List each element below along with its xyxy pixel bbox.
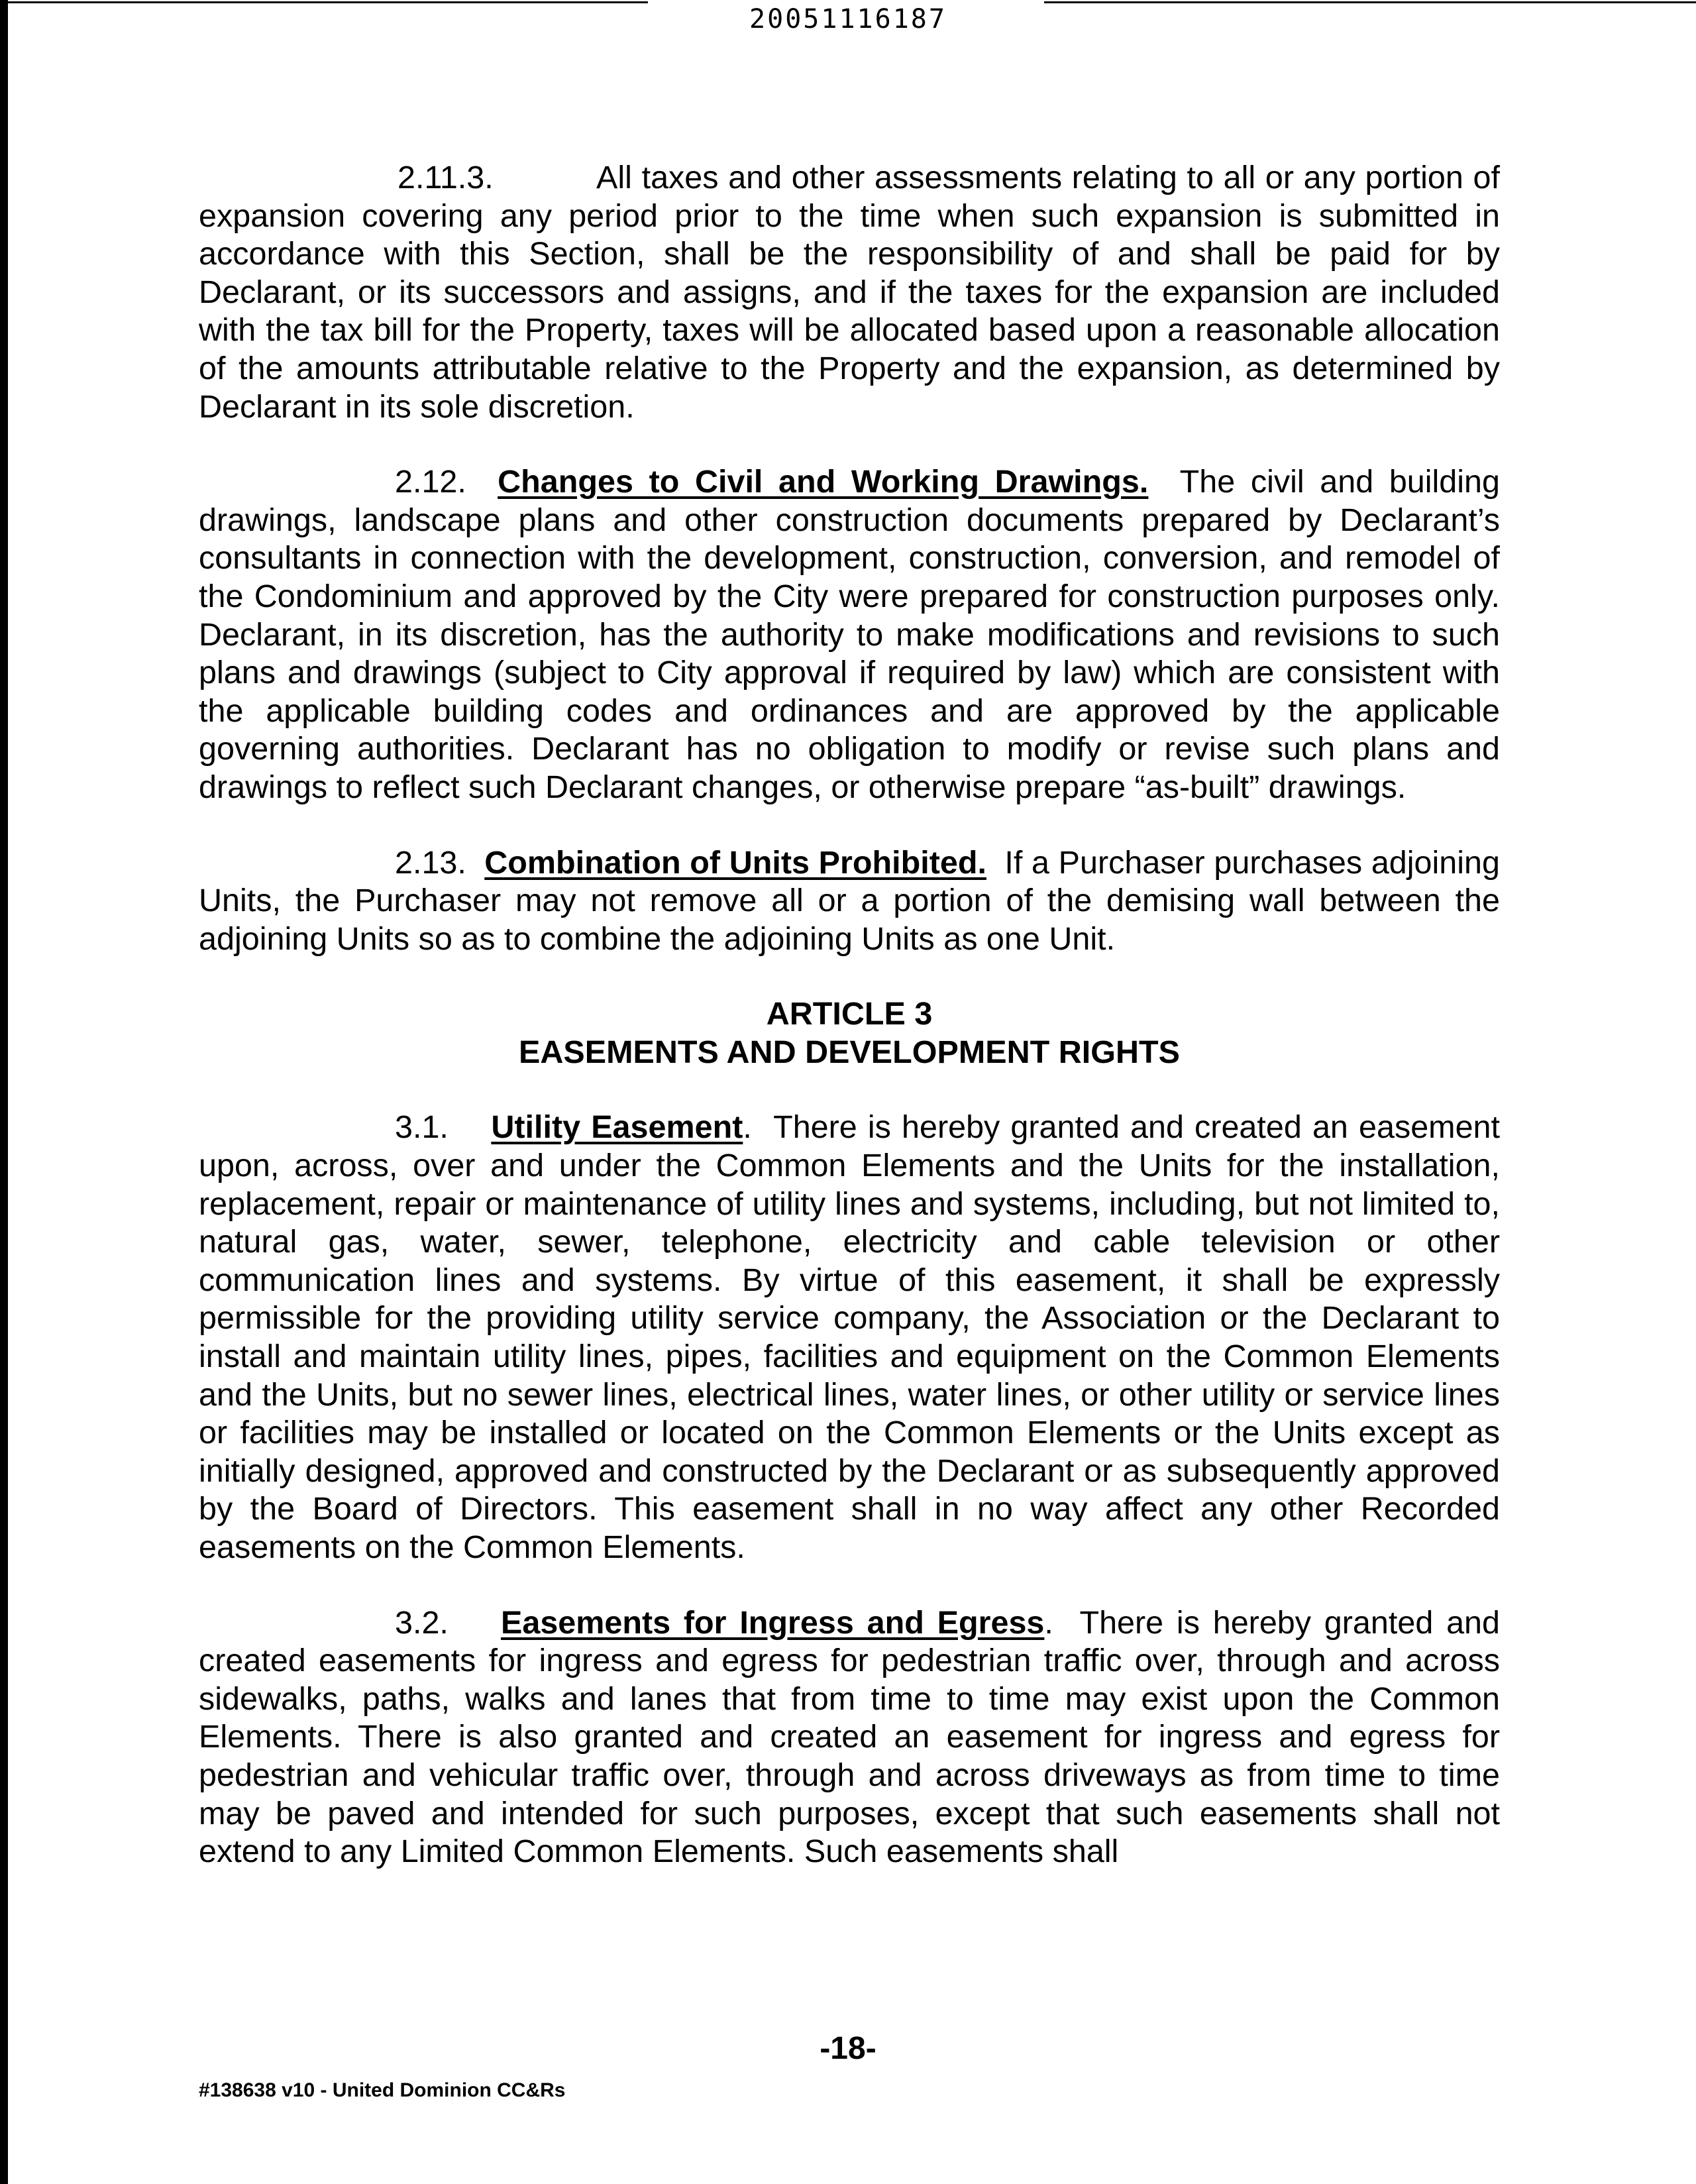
section-number: 3.1. [395, 1109, 449, 1146]
section-number: 2.12. [395, 464, 466, 500]
section-heading: Changes to Civil and Working Drawings. [498, 464, 1149, 500]
section-heading-punct: . [1044, 1604, 1053, 1641]
section-body: There is hereby granted and created an easement upon, across, over and under the Common Elements and the Units for the installation, replacement, repair or maintenance of utility lines and systems, including, but not limited to, natural gas, water, sewer, telephone, electricity and cable television or other communication lines and systems. By virtue of this easement, it shall be expressly permissible for the providing utility service company, the Association or the Declarant to install and maintain utility lines, pipes, facilities and equipment on the Common Elements and the Units, but no sewer lines, electrical lines, water lines, or other utility or service lines or facilities may be installed or located on the Common Elements or the Units except as initially designed, approved and constructed by the Declarant or as subsequently approved by the Board of Directors. This easement shall in no way affect any other Recorded easements on the Common Elements. [199, 1109, 1500, 1565]
section-body: The civil and building drawings, landscape plans and other construction documents prepared by Declarant’s consultants in connection with the development, construction, conversion, and remodel of the Condominium and approved by the City were prepared for construction purposes only. Declarant, in its discretion, has the authority to make modifications and revisions to such plans and drawings (subject to City approval if required by law) which are consistent with the applicable building codes and ordinances and are approved by the applicable governing authorities. Declarant has no obligation to modify or revise such plans and drawings to reflect such Declarant changes, or otherwise prepare “as-built” drawings. [199, 464, 1501, 805]
article-number: ARTICLE 3 [766, 996, 933, 1032]
section-heading: Combination of Units Prohibited. [484, 844, 986, 881]
recording-number: 20051116187 [749, 4, 947, 34]
section-2-13 [199, 844, 1500, 959]
article-heading [199, 995, 1500, 1071]
section-number: 3.2. [395, 1604, 449, 1641]
section-2-12 [199, 463, 1500, 806]
article-title: EASEMENTS AND DEVELOPMENT RIGHTS [519, 1034, 1180, 1070]
header-rule-right [1044, 1, 1696, 3]
section-number: 2.11.3. [398, 160, 494, 195]
document-reference: #138638 v10 - United Dominion CC&Rs [199, 2079, 566, 2101]
section-number: 2.13. [395, 844, 466, 881]
page-number: -18- [820, 2031, 876, 2066]
document-body [199, 159, 1500, 1908]
section-body: There is hereby granted and created easements for ingress and egress for pedestrian traffic over, through and across sidewalks, paths, walks and lanes that from time to time may exist upon the Common Elements. There is also granted and created an easement for ingress and egress for pedestrian and vehicular traffic over, through and across driveways as from time to time may be paved and intended for such purposes, except that such easements shall not extend to any Limited Common Elements. Such easements shall [199, 1604, 1500, 1870]
scan-left-border [0, 0, 8, 2184]
section-heading: Easements for Ingress and Egress [501, 1604, 1045, 1641]
section-3-1 [199, 1109, 1500, 1566]
header-rule-left [0, 1, 648, 3]
section-heading: Utility Easement [491, 1109, 743, 1146]
section-body: All taxes and other assessments relating to all or any portion of expansion covering any period prior to the time when such expansion is submitted in accordance with this Section, shall be the responsibility of and shall be paid for by Declarant, or its successors and assigns, and if the taxes for the expansion are included with the tax bill for the Property, taxes will be allocated based upon a reasonable allocation of the amounts attributable relative to the Property and the expansion, as determined by Declarant in its sole discretion. [199, 160, 1500, 425]
section-3-2 [199, 1604, 1500, 1871]
section-2-11-3 [199, 159, 1500, 426]
section-heading-punct: . [743, 1109, 752, 1146]
section-body: If a Purchaser purchases adjoining Units, the Purchaser may not remove all or a portion of the demising wall between the adjoining Units so as to combine the adjoining Units as one Unit. [199, 844, 1500, 957]
